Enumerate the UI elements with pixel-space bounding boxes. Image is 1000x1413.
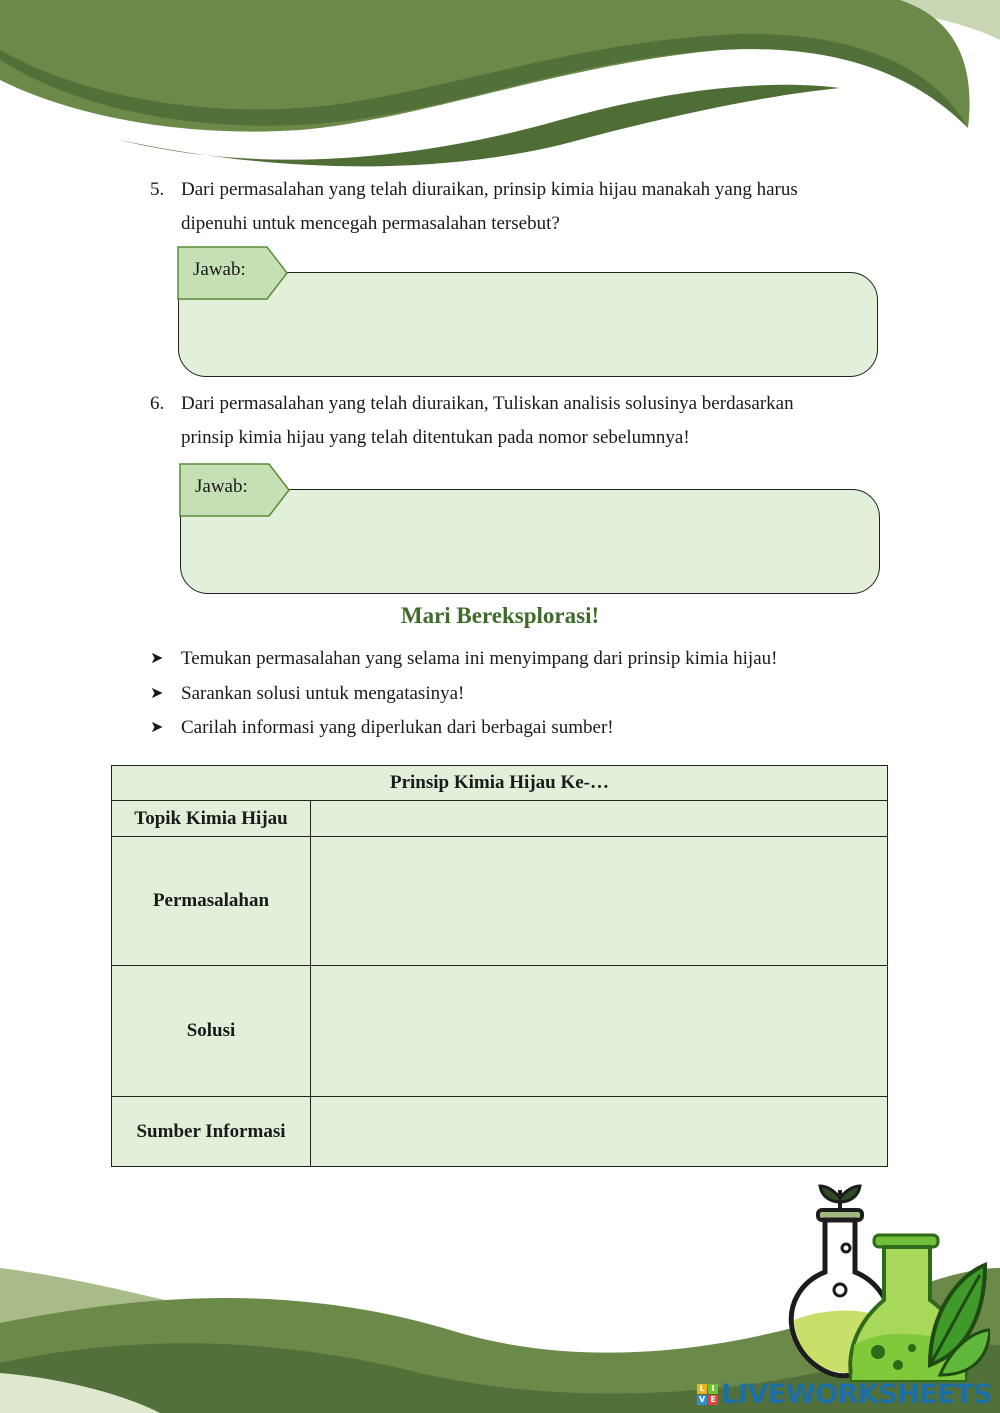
- table-row: [112, 1097, 888, 1167]
- question-text-line-1: Dari permasalahan yang telah diuraikan, Tuliskan analisis solusinya berdasarkan: [181, 393, 794, 414]
- arrow-bullet-icon: ➤: [150, 650, 164, 667]
- arrow-bullet-icon: ➤: [150, 684, 164, 702]
- question-text-line-2: dipenuhi untuk mencegah permasalahan tersebut?: [181, 213, 560, 234]
- liveworksheets-logo: [697, 1379, 992, 1409]
- row-input-cell[interactable]: [311, 966, 888, 1097]
- arrow-bullet-icon: ➤: [150, 719, 164, 736]
- question-text-line-1: Dari permasalahan yang telah diuraikan, prinsip kimia hijau manakah yang harus: [181, 179, 798, 200]
- list-item-text: Temukan permasalahan yang selama ini menyimpang dari prinsip kimia hijau!: [181, 648, 778, 669]
- logo-text: LIVEWORKSHEETS: [721, 1378, 992, 1410]
- row-label: Permasalahan: [112, 837, 311, 966]
- list-item: [150, 645, 777, 680]
- question-5: [150, 173, 870, 241]
- exploration-table: [111, 765, 888, 1167]
- answer-tag-5: [177, 246, 289, 300]
- row-input-cell[interactable]: [311, 837, 888, 966]
- list-item-text: Sarankan solusi untuk mengatasinya!: [181, 682, 465, 704]
- table-header: Prinsip Kimia Hijau Ke-…: [112, 766, 888, 801]
- question-number: 6.: [150, 393, 165, 414]
- list-item-text: Carilah informasi yang diperlukan dari berbagai sumber!: [181, 717, 614, 738]
- list-item: [150, 680, 777, 715]
- question-6: [150, 387, 870, 455]
- table-row: [112, 966, 888, 1097]
- question-text-line-2: prinsip kimia hijau yang telah ditentukan pada nomor sebelumnya!: [181, 427, 690, 448]
- table-row: [112, 801, 888, 837]
- row-label: Sumber Informasi: [112, 1097, 311, 1167]
- top-wave-decoration: [0, 0, 1000, 175]
- answer-tag-6: [179, 463, 291, 517]
- row-input-cell[interactable]: [311, 801, 888, 837]
- explore-bullet-list: [150, 645, 777, 749]
- logo-grid-icon: L I V E: [697, 1384, 718, 1405]
- table-header-row: [112, 766, 888, 801]
- table-row: [112, 837, 888, 966]
- answer-label: Jawab:: [193, 259, 246, 280]
- chemistry-flask-illustration: [780, 1180, 990, 1400]
- row-label: Topik Kimia Hijau: [112, 801, 311, 837]
- explore-title: Mari Bereksplorasi!: [400, 603, 600, 628]
- answer-label: Jawab:: [195, 476, 248, 497]
- row-input-cell[interactable]: [311, 1097, 888, 1167]
- row-label: Solusi: [112, 966, 311, 1097]
- list-item: [150, 714, 777, 749]
- question-number: 5.: [150, 179, 165, 200]
